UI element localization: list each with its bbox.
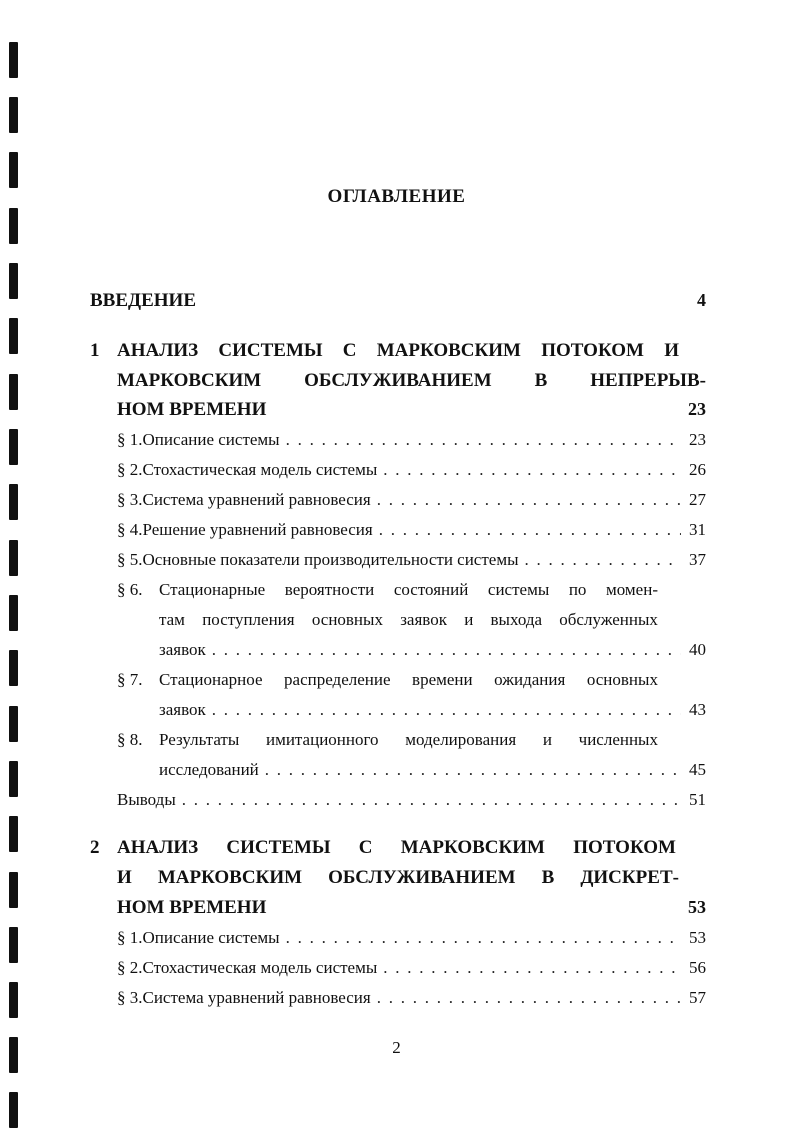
section-number: § 3. xyxy=(117,988,143,1007)
word: С xyxy=(358,837,373,858)
word: АНАЛИЗ xyxy=(117,837,199,858)
word: МАРКОВСКИМ xyxy=(376,340,521,361)
section-page: 57 xyxy=(689,988,706,1007)
word: ОБСЛУЖИВАНИЕМ xyxy=(304,370,492,391)
word: поступления xyxy=(202,610,295,629)
leader-dots xyxy=(377,958,681,978)
section-number: § 1. xyxy=(117,430,143,449)
binding-mark xyxy=(9,1092,18,1128)
section-number: § 3. xyxy=(117,490,143,509)
section-page: 45 xyxy=(689,760,706,779)
word: Результаты xyxy=(159,730,240,749)
section-page: 26 xyxy=(689,460,706,479)
word: В xyxy=(541,867,555,888)
binding-mark xyxy=(9,208,18,244)
section-title: Система уравнений равновесия xyxy=(142,988,371,1007)
section-number: § 8. xyxy=(117,730,143,749)
section-number: § 2. xyxy=(117,958,143,977)
chapter-2-title-line-1 xyxy=(117,837,676,859)
word: по xyxy=(568,580,587,599)
binding-mark xyxy=(9,374,18,410)
chapter-1-title-line-3 xyxy=(117,399,706,421)
toc-entry-2-3[interactable] xyxy=(117,988,706,1008)
section-6-line-3 xyxy=(159,640,706,660)
chapter-2-title-line-2 xyxy=(117,867,679,889)
leader-dots xyxy=(519,550,681,570)
word: системы xyxy=(487,580,550,599)
word: обслуженных xyxy=(559,610,658,629)
page-number: 2 xyxy=(392,1038,401,1057)
leader-dots xyxy=(280,928,681,948)
toc-entry-intro[interactable] xyxy=(90,290,706,312)
page-title: ОГЛАВЛЕНИЕ xyxy=(327,186,466,207)
section-title: Стохастическая модель системы xyxy=(142,460,378,479)
toc-entry-1-1[interactable] xyxy=(117,430,706,450)
binding-mark xyxy=(9,318,18,354)
conclusions-page: 51 xyxy=(689,790,706,809)
section-8-line-1 xyxy=(159,730,658,750)
word: Стационарное xyxy=(159,670,263,689)
leader-dots xyxy=(373,520,681,540)
binding-mark xyxy=(9,152,18,188)
toc-entry-1-2[interactable] xyxy=(117,460,706,480)
section-number: § 5. xyxy=(117,550,143,569)
chapter-1-number: 1 xyxy=(90,340,100,361)
section-page: 31 xyxy=(689,520,706,539)
chapter-2-title-end: НОМ ВРЕМЕНИ xyxy=(117,897,267,918)
section-title: Система уравнений равновесия xyxy=(142,490,371,509)
leader-dots xyxy=(371,490,681,510)
word: времени xyxy=(412,670,473,689)
binding-mark xyxy=(9,650,18,686)
word: СИСТЕМЫ xyxy=(226,837,331,858)
section-title: Описание системы xyxy=(142,430,280,449)
word: НЕПРЕРЫВ- xyxy=(590,370,706,391)
leader-dots xyxy=(176,790,681,810)
section-title-end: заявок xyxy=(159,640,206,659)
section-page: 53 xyxy=(689,928,706,947)
word: МАРКОВСКИМ xyxy=(117,370,262,391)
word: МАРКОВСКИМ xyxy=(400,837,545,858)
intro-page: 4 xyxy=(697,290,706,310)
leader-dots xyxy=(371,988,681,1008)
word: АНАЛИЗ xyxy=(117,340,199,361)
chapter-1-title-line-2 xyxy=(117,370,706,392)
leader-dots xyxy=(280,430,681,450)
binding-marks xyxy=(9,0,19,1121)
section-number: § 1. xyxy=(117,928,143,947)
binding-mark xyxy=(9,42,18,78)
section-page: 37 xyxy=(689,550,706,569)
toc-entry-1-5[interactable] xyxy=(117,550,706,570)
word: распределение xyxy=(284,670,391,689)
leader-dots xyxy=(259,760,681,780)
toc-entry-1-3[interactable] xyxy=(117,490,706,510)
section-title-end: заявок xyxy=(159,700,206,719)
binding-mark xyxy=(9,927,18,963)
word: ОБСЛУЖИВАНИЕМ xyxy=(328,867,516,888)
section-title: Стохастическая модель системы xyxy=(142,958,378,977)
chapter-1-title-line-1 xyxy=(117,340,679,362)
word: вероятности xyxy=(284,580,375,599)
toc-entry-2-2[interactable] xyxy=(117,958,706,978)
word: СИСТЕМЫ xyxy=(218,340,323,361)
word: состояний xyxy=(393,580,469,599)
section-6-line-2 xyxy=(159,610,658,630)
section-page: 23 xyxy=(689,430,706,449)
word: моделирования xyxy=(405,730,517,749)
section-7-line-1 xyxy=(159,670,658,690)
section-page: 27 xyxy=(689,490,706,509)
word: ожидания xyxy=(494,670,566,689)
section-title: Описание системы xyxy=(142,928,280,947)
section-6-line-1 xyxy=(159,580,658,600)
chapter-2-number: 2 xyxy=(90,837,100,858)
word: основных xyxy=(586,670,658,689)
section-title-end: исследований xyxy=(159,760,259,779)
word: заявок xyxy=(400,610,447,629)
word: Стационарные xyxy=(159,580,266,599)
word: ПОТОКОМ xyxy=(573,837,676,858)
binding-mark xyxy=(9,706,18,742)
section-page: 43 xyxy=(689,700,706,719)
section-page: 40 xyxy=(689,640,706,659)
chapter-1-page: 23 xyxy=(688,399,706,419)
section-number: § 2. xyxy=(117,460,143,479)
word: численных xyxy=(578,730,658,749)
section-number: § 6. xyxy=(117,580,143,599)
section-8-line-2 xyxy=(159,760,706,780)
word: И xyxy=(117,867,132,888)
toc-entry-2-1[interactable] xyxy=(117,928,706,948)
word: В xyxy=(534,370,548,391)
word: основных xyxy=(311,610,383,629)
word: ПОТОКОМ xyxy=(541,340,644,361)
section-title: Решение уравнений равновесия xyxy=(142,520,373,539)
intro-label: ВВЕДЕНИЕ xyxy=(90,290,196,311)
leader-dots xyxy=(206,640,681,660)
word: С xyxy=(342,340,357,361)
binding-mark xyxy=(9,429,18,465)
chapter-2-page: 53 xyxy=(688,897,706,917)
section-number: § 4. xyxy=(117,520,143,539)
binding-mark xyxy=(9,982,18,1018)
section-number: § 7. xyxy=(117,670,143,689)
word: и xyxy=(464,610,474,629)
section-page: 56 xyxy=(689,958,706,977)
conclusions-title: Выводы xyxy=(117,790,176,809)
section-title: Основные показатели производительности системы xyxy=(142,550,519,569)
binding-mark xyxy=(9,263,18,299)
leader-dots xyxy=(377,460,681,480)
chapter-2-title-line-3 xyxy=(117,897,706,919)
toc-entry-1-4[interactable] xyxy=(117,520,706,540)
leader-dots xyxy=(206,700,681,720)
toc-entry-1-conclusions[interactable] xyxy=(117,790,706,810)
word: момен- xyxy=(605,580,658,599)
binding-mark xyxy=(9,872,18,908)
section-7-line-2 xyxy=(159,700,706,720)
word: там xyxy=(159,610,185,629)
binding-mark xyxy=(9,540,18,576)
binding-mark xyxy=(9,97,18,133)
word: и xyxy=(542,730,552,749)
binding-mark xyxy=(9,595,18,631)
chapter-1-title-end: НОМ ВРЕМЕНИ xyxy=(117,399,267,420)
binding-mark xyxy=(9,761,18,797)
word: И xyxy=(664,340,679,361)
word: МАРКОВСКИМ xyxy=(157,867,303,888)
word: ДИСКРЕТ- xyxy=(580,867,679,888)
word: имитационного xyxy=(265,730,379,749)
word: выхода xyxy=(490,610,543,629)
binding-mark xyxy=(9,484,18,520)
binding-mark xyxy=(9,816,18,852)
